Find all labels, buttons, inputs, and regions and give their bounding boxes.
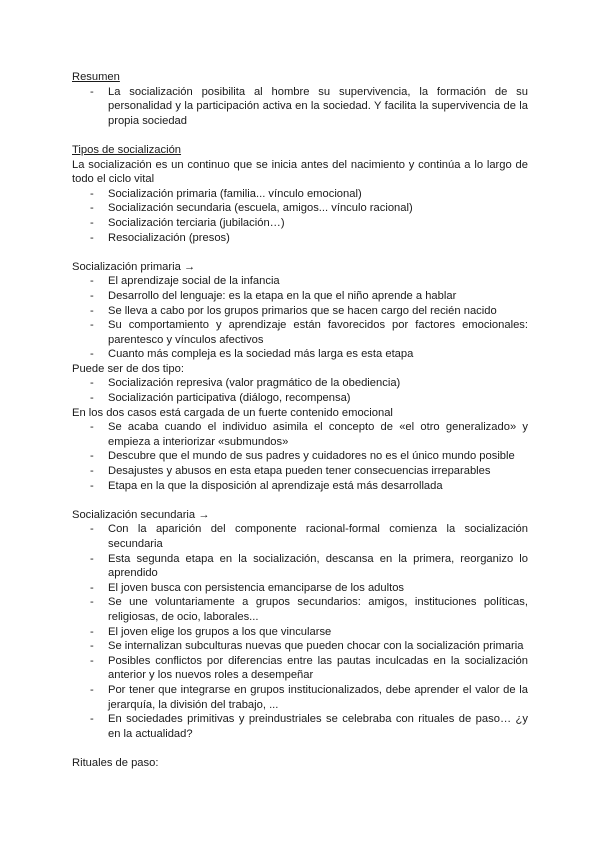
tipos-intro: La socialización es un continuo que se inicia antes del nacimiento y continúa a lo largo de todo el ciclo vital [72,158,528,186]
document-page [72,70,528,771]
list-item: - En sociedades primitivas y preindustriales se celebraba con rituales de paso… ¿y en la actualidad? [90,713,528,740]
list-item: - Desajustes y abusos en esta etapa pueden tener consecuencias irreparables [90,465,491,478]
list-item: - Cuanto más compleja es la sociedad más larga es esta etapa [90,348,414,361]
dos-casos-list [72,420,528,493]
rituales-heading: Rituales de paso: [72,756,159,769]
tipos-list [72,187,528,245]
list-item: - Se une voluntariamente a grupos secundarios: amigos, instituciones políticas, religiosas, de ocio, laborales... [90,596,528,623]
primaria-list [72,274,528,362]
list-item: - Socialización primaria (familia... vínculo emocional) [90,187,362,200]
list-item: - Se lleva a cabo por los grupos primarios que se hacen cargo del recién nacido [90,304,497,317]
list-item: - Esta segunda etapa en la socialización, descansa en la primera, reorganizo lo aprendido [90,552,528,580]
list-item: - Posibles conflictos por diferencias entre las pautas inculcadas en la socialización anterior y los nuevos roles a desempeñar [90,654,528,682]
list-item: - Por tener que integrarse en grupos institucionalizados, debe aprender el valor de la jerarquía, la división del trabajo, ... [90,683,528,711]
dos-tipos-label: Puede ser de dos tipo: [72,362,184,375]
secundaria-heading: Socialización secundaria → [72,508,210,521]
list-item: - Socialización participativa (diálogo, recompensa) [90,392,351,405]
resumen-heading: Resumen [72,71,120,83]
list-item: - Etapa en la que la disposición al aprendizaje está más desarrollada [90,479,443,492]
list-item: - El aprendizaje social de la infancia [90,275,280,288]
list-item: - Se internalizan subculturas nuevas que pueden chocar con la socialización primaria [90,640,524,653]
list-item: - Socialización secundaria (escuela, amigos... vínculo racional) [90,202,413,215]
list-item: - Socialización represiva (valor pragmático de la obediencia) [90,377,401,390]
list-item: - El joven busca con persistencia emanciparse de los adultos [90,581,405,594]
list-item: - Descubre que el mundo de sus padres y cuidadores no es el único mundo posible [90,450,515,463]
list-item: - La socialización posibilita al hombre su supervivencia, la formación de su personalidad y la participación activa en la sociedad. Y facilita la supervivencia de la propia sociedad [90,85,528,127]
list-item: - Con la aparición del componente racional-formal comienza la socialización secundaria [90,523,528,550]
list-item: - El joven elige los grupos a los que vincularse [90,625,332,638]
secundaria-list [72,522,528,741]
tipos-heading: Tipos de socialización [72,143,182,156]
dos-casos-label: En los dos casos está cargada de un fuerte contenido emocional [72,406,393,419]
list-item: - Se acaba cuando el individuo asimila el concepto de «el otro generalizado» y empieza a interiorizar «submundos» [90,421,528,448]
dos-tipos-list [72,376,528,405]
list-item: - Desarrollo del lenguaje: es la etapa en la que el niño aprende a hablar [90,289,457,302]
list-item: - Resocialización (presos) [90,231,230,244]
list-item: - Su comportamiento y aprendizaje están favorecidos por factores emocionales: parentesco y vínculos afectivos [90,319,528,346]
resumen-list [72,85,528,129]
list-item: - Socialización terciaria (jubilación…) [90,216,285,229]
primaria-heading: Socialización primaria → [72,260,196,273]
